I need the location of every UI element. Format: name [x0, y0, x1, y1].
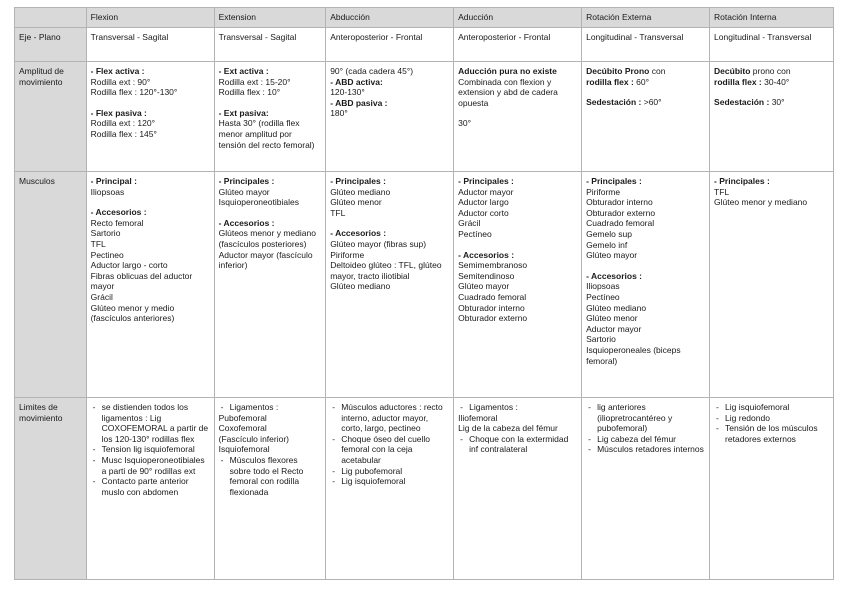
cell-amp-aduccion — [454, 62, 582, 172]
muscle-item: Pectíneo — [458, 228, 492, 239]
muscle-item: Glúteo menor y medio (fascículos anteriores) — [90, 302, 175, 324]
header-rotacion-externa: Rotación Externa — [582, 8, 710, 28]
rotint-line — [714, 66, 829, 77]
header-aduccion: Aducción — [454, 8, 582, 28]
muscle-item: Aductor corto — [458, 207, 509, 218]
muscle-item: Glúteo mayor — [218, 186, 270, 197]
cell-amp-extension — [214, 62, 326, 172]
cell-eje-rot-int: Longitudinal - Transversal — [710, 28, 834, 62]
ext-activa-line: Rodilla flex : 10° — [218, 87, 281, 98]
limit-item: - lig anteriores (iliopretrocantéreo y pubofemoral) — [586, 402, 705, 434]
spacer — [330, 218, 449, 228]
cell-amp-rot-ext — [582, 62, 710, 172]
muscle-item: Glúteos menor y mediano (fascículos posteriores) — [218, 228, 316, 249]
spacer — [91, 98, 210, 108]
abd-activa-line: 120-130° — [330, 87, 365, 98]
ext-activa-title: - Ext activa : — [218, 66, 269, 76]
muscle-item: Recto femoral — [90, 217, 144, 228]
row-amplitud — [15, 62, 834, 172]
row-eje-plano — [15, 28, 834, 62]
limit-item: - Lig redondo — [714, 413, 829, 424]
cell-eje-extension: Transversal - Sagital — [214, 28, 326, 62]
muscle-item: Obturador externo — [586, 207, 656, 218]
cell-lim-flexion — [86, 398, 214, 580]
cell-mus-flexion — [86, 172, 214, 398]
flex-activa-line: Rodilla ext : 90° — [90, 76, 151, 87]
limit-subitem: Isquiofemoral — [218, 444, 270, 455]
flex-activa-title: - Flex activa : — [90, 66, 145, 76]
muscle-group-title: - Principal : — [90, 176, 137, 186]
rotext-bold: Sedestación : — [586, 97, 642, 108]
muscle-group-title: - Accesorios : — [458, 249, 515, 260]
muscle-item: Semitendinoso — [458, 270, 515, 281]
muscle-item: Glúteo menor y mediano — [714, 197, 808, 208]
spacer — [458, 240, 577, 250]
muscle-item: Aductor mayor — [458, 186, 514, 197]
muscle-group-title: - Principales : — [714, 176, 770, 186]
muscle-group-title: - Principales : — [458, 176, 514, 186]
cell-lim-extension — [214, 398, 326, 580]
muscle-item: Glúteo mayor — [586, 250, 638, 261]
muscle-group-title: - Principales : — [330, 176, 386, 186]
muscle-group-title: - Principales : — [218, 176, 275, 186]
row-label-eje-plano: Eje - Plano — [15, 28, 87, 62]
muscle-item: Sartorio — [90, 228, 121, 239]
row-musculos — [15, 172, 834, 398]
muscle-item: Isquioperoneotibiales — [218, 197, 299, 208]
cell-mus-rot-int — [710, 172, 834, 398]
muscle-item: Piriforme — [586, 186, 621, 197]
muscle-item: Gemelo inf — [586, 239, 628, 250]
flex-pasiva-line: Rodilla ext : 120° — [90, 118, 156, 129]
cell-lim-rot-ext — [582, 398, 710, 580]
cell-amp-flexion — [86, 62, 214, 172]
header-abduccion: Abducción — [326, 8, 454, 28]
spacer — [458, 108, 577, 118]
cell-lim-abduccion — [326, 398, 454, 580]
rotext-line — [586, 77, 705, 88]
abd-activa-title: - ABD activa: — [330, 76, 383, 87]
row-label-limites: Limites de movimiento — [15, 398, 87, 580]
cell-amp-rot-int — [710, 62, 834, 172]
cell-eje-aduccion: Anteroposterior - Frontal — [454, 28, 582, 62]
muscle-item: Cuadrado femoral — [586, 218, 655, 229]
rotext-bold: rodilla flex : — [586, 76, 634, 87]
cell-amp-abduccion — [326, 62, 454, 172]
muscle-item: Gemelo sup — [586, 228, 632, 239]
limit-item: - Músculos flexores sobre todo el Recto femoral con rodilla flexionada — [219, 455, 322, 497]
muscle-item: Semimembranoso — [458, 260, 528, 271]
rotint-text: prono con — [750, 66, 791, 76]
rotext-line — [586, 97, 705, 108]
limit-item: - Lig isquiofemoral — [330, 476, 449, 487]
ext-pasiva-title: - Ext pasiva: — [218, 107, 269, 118]
header-corner — [15, 8, 87, 28]
muscle-item: Pectíneo — [586, 291, 620, 302]
muscle-item: Isquioperoneales (biceps femoral) — [586, 344, 681, 366]
header-flexion: Flexion — [86, 8, 214, 28]
add-title: Aducción pura no existe — [458, 66, 557, 76]
limit-subitem: Coxofemoral — [218, 423, 267, 434]
spacer — [586, 87, 705, 97]
muscle-item: Glúteo mediano — [330, 281, 391, 292]
cell-lim-rot-int — [710, 398, 834, 580]
muscle-item: Grácil — [90, 291, 113, 302]
limit-item: - Lig pubofemoral — [330, 466, 449, 477]
limit-list — [586, 402, 705, 455]
rotint-text: 30° — [769, 97, 785, 108]
muscle-item: Aductor mayor (fascículo inferior) — [218, 249, 313, 271]
cell-eje-abduccion: Anteroposterior - Frontal — [326, 28, 454, 62]
muscle-item: Iliopsoas — [586, 281, 620, 292]
limit-item: - Músculos retadores internos — [586, 444, 705, 455]
limit-item: - Lig cabeza del fémur — [586, 434, 705, 445]
muscle-item: Pectineo — [90, 249, 124, 260]
add-line: Combinada con flexion y extension y abd de cadera opuesta — [458, 76, 558, 108]
muscle-item: Glúteo mayor (fibras sup) — [330, 238, 427, 249]
limit-item: - Ligamentos : — [458, 402, 577, 413]
muscle-item: TFL — [714, 186, 730, 197]
cell-lim-aduccion — [454, 398, 582, 580]
spacer — [91, 197, 210, 207]
header-rotacion-interna: Rotación Interna — [710, 8, 834, 28]
rotint-text: 30-40° — [761, 76, 790, 87]
add-line: 30° — [458, 118, 471, 129]
rotint-bold: rodilla flex : — [714, 76, 762, 87]
limit-item: - Lig isquiofemoral — [714, 402, 829, 413]
muscle-item: Deltoideo glúteo : TFL, glúteo mayor, tracto iliotibial — [330, 260, 442, 281]
limit-item: - Ligamentos : — [219, 402, 322, 413]
row-label-amplitud: Amplitud de movimiento — [15, 62, 87, 172]
rotext-bold: Decúbito Prono — [586, 66, 650, 76]
muscle-item: Glúteo mayor — [458, 281, 510, 292]
spacer — [714, 87, 829, 97]
spacer — [219, 98, 322, 108]
muscle-group-title: - Accesorios : — [330, 228, 387, 239]
muscle-item: Glúteo mediano — [330, 186, 391, 197]
spacer — [219, 208, 322, 218]
limit-item: - Choque con la extermidad inf contralateral — [458, 434, 577, 455]
limit-subitem: (Fascículo inferior) — [218, 433, 289, 444]
muscle-item: Glúteo menor — [586, 313, 638, 324]
rotext-line — [586, 66, 705, 77]
rotext-text: con — [649, 66, 666, 76]
muscle-item: Obturador interno — [586, 197, 653, 208]
limit-item: - Tensión de los músculos retadores externos — [714, 423, 829, 444]
abd-range-line: 90° (cada cadera 45°) — [330, 66, 414, 76]
limit-item: - Músculos aductores : recto interno, aductor mayor, corto, largo, pectineo — [330, 402, 449, 434]
cell-eje-flexion: Transversal - Sagital — [86, 28, 214, 62]
rotint-bold: Decúbito — [714, 66, 751, 76]
muscle-item: Piriforme — [330, 249, 365, 260]
abd-pasiva-title: - ABD pasiva : — [330, 97, 388, 108]
muscle-item: TFL — [330, 207, 346, 218]
muscle-item: Aductor largo — [458, 197, 509, 208]
cell-mus-extension — [214, 172, 326, 398]
flex-pasiva-line: Rodilla flex : 145° — [90, 128, 157, 139]
limit-item: - Contacto parte anterior muslo con abdomen — [91, 476, 210, 497]
muscle-group-title: - Accesorios : — [586, 270, 642, 281]
ext-activa-line: Rodilla ext : 15-20° — [218, 76, 291, 87]
muscle-item: Obturador externo — [458, 313, 528, 324]
rotint-line — [714, 97, 829, 108]
hip-movement-table — [14, 7, 834, 580]
muscle-item: Cuadrado femoral — [458, 291, 527, 302]
muscle-item: Iliopsoas — [90, 186, 125, 197]
muscle-item: Glúteo menor — [330, 197, 382, 208]
limit-item: - Choque óseo del cuello femoral con la ceja acetabular — [330, 434, 449, 466]
header-extension: Extension — [214, 8, 326, 28]
muscle-group-title: - Accesorios : — [90, 207, 147, 218]
limit-list — [219, 402, 322, 413]
limit-list — [330, 402, 449, 487]
limit-list — [219, 455, 322, 497]
limit-item: - Musc Isquioperoneotibiales a parti de 90° rodillas ext — [91, 455, 210, 476]
rotext-text: >60° — [641, 97, 662, 108]
limit-list — [458, 402, 577, 413]
ext-pasiva-line: Hasta 30° (rodilla flex menor amplitud por tensión del recto femoral) — [218, 118, 315, 150]
muscle-group-title: - Accesorios : — [218, 217, 275, 228]
header-row — [15, 8, 834, 28]
rotint-line — [714, 77, 829, 88]
flex-activa-line: Rodilla flex : 120°-130° — [90, 87, 178, 98]
muscle-item: Aductor mayor — [586, 323, 642, 334]
limit-list — [714, 402, 829, 444]
row-label-musculos: Musculos — [15, 172, 87, 398]
muscle-item: Aductor largo - corto — [90, 260, 168, 271]
cell-mus-abduccion — [326, 172, 454, 398]
abd-pasiva-line: 180° — [330, 108, 348, 119]
limit-subitem: Lig de la cabeza del fémur — [458, 423, 558, 434]
muscle-item: Glúteo mediano — [586, 302, 647, 313]
limit-subitem: Iliofemoral — [458, 412, 498, 423]
flex-pasiva-title: - Flex pasiva : — [90, 107, 147, 118]
limit-list — [91, 402, 210, 497]
muscle-item: Obturador interno — [458, 302, 525, 313]
rotint-bold: Sedestación : — [714, 97, 770, 108]
limit-item: - Tension lig isquiofemoral — [91, 444, 210, 455]
cell-mus-aduccion — [454, 172, 582, 398]
limit-subitem: Pubofemoral — [218, 412, 267, 423]
rotext-text: 60° — [633, 76, 650, 87]
row-limites — [15, 398, 834, 580]
limit-list — [458, 434, 577, 455]
spacer — [586, 261, 705, 271]
muscle-item: Sartorio — [586, 334, 616, 345]
muscle-item: TFL — [90, 238, 106, 249]
cell-mus-rot-ext — [582, 172, 710, 398]
cell-eje-rot-ext: Longitudinal - Transversal — [582, 28, 710, 62]
limit-item: - se distienden todos los ligamentos : Lig COXOFEMORAL a partir de los 120-130° rodillas flex — [91, 402, 210, 444]
muscle-item: Grácil — [458, 218, 481, 229]
muscle-group-title: - Principales : — [586, 176, 642, 186]
muscle-item: Fibras oblicuas del aductor mayor — [90, 270, 193, 292]
